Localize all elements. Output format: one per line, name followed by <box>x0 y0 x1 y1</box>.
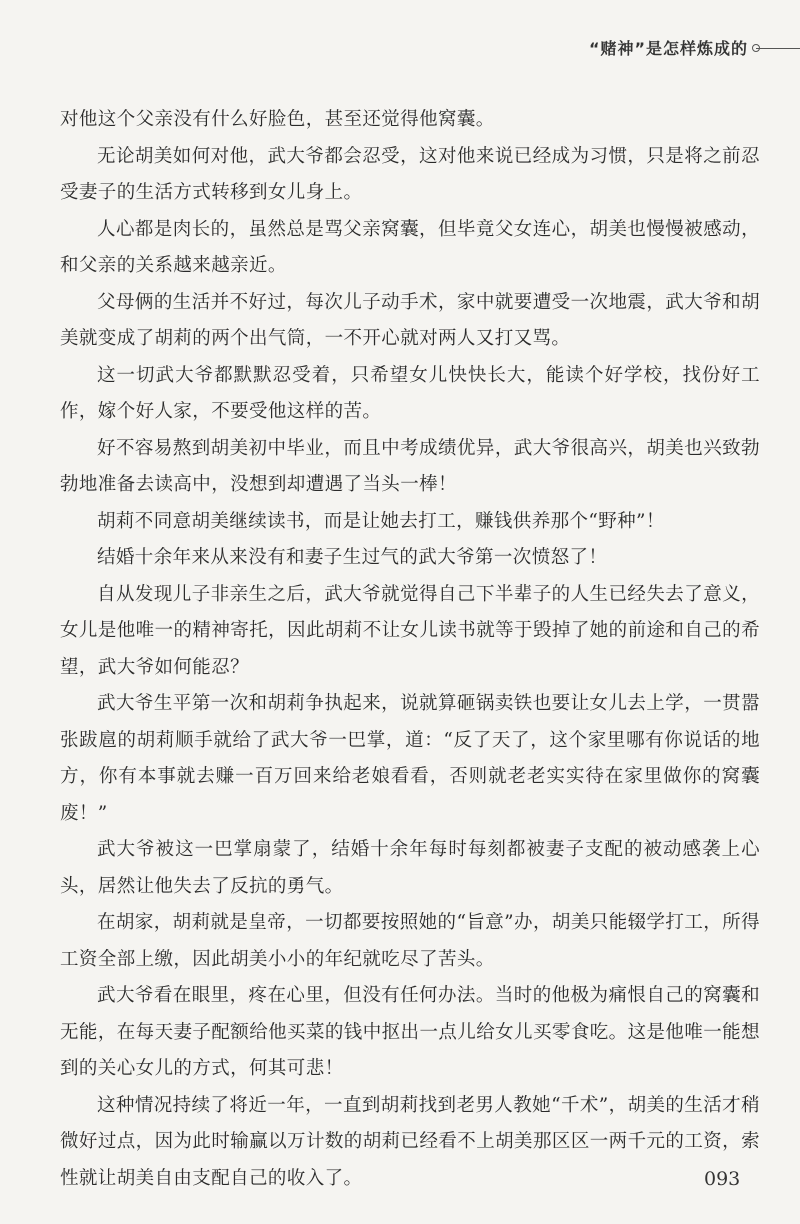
paragraph: 人心都是肉长的，虽然总是骂父亲窝囊，但毕竟父女连心，胡美也慢慢被感动，和父亲的关系越来越亲近。 <box>60 218 760 276</box>
paragraph: 这种情况持续了将近一年，一直到胡莉找到老男人教她“千术”，胡美的生活才稍微好过点，因为此时输赢以万计数的胡莉已经看不上胡美那区区一两千元的工资，索性就让胡美自由支配自己的收入了。 <box>60 1094 760 1189</box>
paragraph: 自从发现儿子非亲生之后，武大爷就觉得自己下半辈子的人生已经失去了意义，女儿是他唯一的精神寄托，因此胡莉不让女儿读书就等于毁掉了她的前途和自己的希望，武大爷如何能忍？ <box>60 583 760 678</box>
header-rule <box>756 48 800 49</box>
paragraph: 对他这个父亲没有什么好脸色，甚至还觉得他窝囊。 <box>60 109 495 130</box>
running-header-title: “赌神”是怎样炼成的 <box>588 39 748 58</box>
paragraph: 武大爷被这一巴掌扇蒙了，结婚十余年每时每刻都被妻子支配的被动感袭上心头，居然让他失去了反抗的勇气。 <box>60 839 760 897</box>
paragraph: 胡莉不同意胡美继续读书，而是让她去打工，赚钱供养那个“野种”！ <box>97 510 665 532</box>
paragraph: 好不容易熬到胡美初中毕业，而且中考成绩优异，武大爷很高兴，胡美也兴致勃勃地准备去读高中，没想到却遭遇了当头一棒！ <box>60 437 760 495</box>
paragraph: 武大爷生平第一次和胡莉争执起来，说就算砸锅卖铁也要让女儿去上学，一贯嚣张跋扈的胡莉顺手就给了武大爷一巴掌，道：“反了天了，这个家里哪有你说话的地方，你有本事就去赚一百万回来给老娘看看，否则就老老实实待在家里做你的窝囊废！” <box>60 693 760 824</box>
running-header <box>540 36 800 62</box>
paragraph: 武大爷看在眼里，疼在心里，但没有任何办法。当时的他极为痛恨自己的窝囊和无能，在每天妻子配额给他买菜的钱中抠出一点儿给女儿买零食吃。这是他唯一能想到的关心女儿的方式，何其可悲！ <box>60 985 760 1079</box>
paragraph: 结婚十余年来从来没有和妻子生过气的武大爷第一次愤怒了！ <box>97 547 608 568</box>
paragraph: 父母俩的生活并不好过，每次儿子动手术，家中就要遭受一次地震，武大爷和胡美就变成了胡莉的两个出气筒，一不开心就对两人又打又骂。 <box>60 291 760 349</box>
paragraph: 这一切武大爷都默默忍受着，只希望女儿快快长大，能读个好学校，找份好工作，嫁个好人家，不要受他这样的苦。 <box>60 364 760 422</box>
body-text <box>60 102 760 1197</box>
paragraph: 无论胡美如何对他，武大爷都会忍受，这对他来说已经成为习惯，只是将之前忍受妻子的生活方式转移到女儿身上。 <box>60 145 760 203</box>
paragraph: 在胡家，胡莉就是皇帝，一切都要按照她的“旨意”办，胡美只能辍学打工，所得工资全部上缴，因此胡美小小的年纪就吃尽了苦头。 <box>60 912 760 970</box>
page-number: 093 <box>704 1168 741 1190</box>
